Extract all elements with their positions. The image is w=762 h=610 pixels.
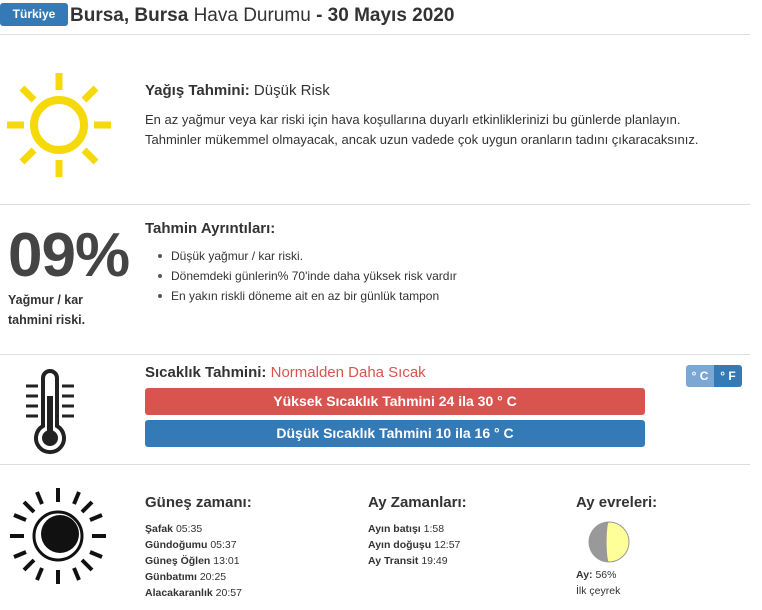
moon-phase-icon xyxy=(587,520,631,564)
item-value: 20:25 xyxy=(199,571,227,583)
sun-times-list xyxy=(145,521,242,601)
item-value: 1:58 xyxy=(423,523,445,535)
moon-phase-heading: Ay evreleri: xyxy=(576,494,658,511)
item-label: Güneş Öğlen xyxy=(145,555,211,567)
list-item xyxy=(368,521,460,537)
item-value: 20:57 xyxy=(215,587,242,599)
caption-line: Yağmur / kar xyxy=(8,293,84,307)
item-label: Gündoğumu xyxy=(145,539,208,551)
list-item: Düşük yağmur / kar riski. xyxy=(145,246,457,266)
high-temp-bar: Yüksek Sıcaklık Tahmini 24 ila 30 ° C xyxy=(145,388,645,415)
list-item xyxy=(145,569,242,585)
item-label: Günbatımı xyxy=(145,571,197,583)
page-title xyxy=(70,4,454,28)
page-date: - 30 Mayıs 2020 xyxy=(316,5,455,26)
rain-risk-caption xyxy=(8,290,85,330)
moon-illumination xyxy=(576,567,616,583)
temperature-value: Normalden Daha Sıcak xyxy=(270,364,426,381)
country-badge[interactable]: Türkiye xyxy=(0,3,68,26)
item-label: Ayın doğuşu xyxy=(368,539,432,551)
rain-risk-percent: 09% xyxy=(8,221,130,290)
illumination-label: Ay: xyxy=(576,569,593,581)
item-label: Ay Transit xyxy=(368,555,419,567)
celsius-toggle[interactable]: ° C xyxy=(686,365,714,387)
item-value: 19:49 xyxy=(421,555,448,567)
details-heading: Tahmin Ayrıntıları: xyxy=(145,220,276,237)
temperature-label: Sıcaklık Tahmini: xyxy=(145,364,267,381)
low-temp-bar: Düşük Sıcaklık Tahmini 10 ila 16 ° C xyxy=(145,420,645,447)
moon-times-heading: Ay Zamanları: xyxy=(368,494,467,511)
list-item xyxy=(145,521,242,537)
sun-icon xyxy=(4,70,114,180)
illumination-value: 56% xyxy=(595,569,617,581)
item-label: Alacakaranlık xyxy=(145,587,213,599)
list-item xyxy=(368,537,460,553)
item-value: 13:01 xyxy=(213,555,240,567)
precipitation-text-1: En az yağmur veya kar riski için hava koşullarına duyarlı etkinliklerinizi bu günlerde planlayın. xyxy=(145,112,681,127)
item-value: 12:57 xyxy=(434,539,461,551)
item-value: 05:37 xyxy=(210,539,237,551)
item-label: Ayın batışı xyxy=(368,523,421,535)
fahrenheit-toggle[interactable]: ° F xyxy=(714,365,742,387)
details-list xyxy=(145,246,457,306)
list-item xyxy=(368,553,460,569)
sun-times-heading: Güneş zamanı: xyxy=(145,494,252,511)
divider xyxy=(0,204,750,205)
eclipse-sun-icon xyxy=(8,486,108,586)
moon-phase-name: İlk çeyrek xyxy=(576,585,621,597)
divider xyxy=(0,464,750,465)
list-item xyxy=(145,553,242,569)
list-item: Dönemdeki günlerin% 70'inde daha yüksek risk vardır xyxy=(145,266,457,286)
divider xyxy=(0,354,750,355)
list-item xyxy=(145,585,242,601)
page-subtitle: Hava Durumu xyxy=(193,5,311,26)
city-name: Bursa, Bursa xyxy=(70,5,189,26)
precipitation-label: Yağış Tahmini: xyxy=(145,82,250,99)
precipitation-value: Düşük Risk xyxy=(253,82,330,99)
list-item: En yakın riskli döneme ait en az bir günlük tampon xyxy=(145,286,457,306)
precipitation-heading xyxy=(145,82,330,99)
list-item xyxy=(145,537,242,553)
item-label: Şafak xyxy=(145,523,174,535)
item-value: 05:35 xyxy=(175,523,203,535)
caption-line: tahmini riski. xyxy=(8,313,86,327)
moon-times-list xyxy=(368,521,460,569)
divider xyxy=(0,34,750,35)
precipitation-text-2: Tahminler mükemmel olmayacak, ancak uzun vadede çok uygun oranların tadını çıkaracaksınız. xyxy=(145,132,699,147)
temperature-heading xyxy=(145,364,426,381)
thermometer-icon xyxy=(22,368,78,458)
